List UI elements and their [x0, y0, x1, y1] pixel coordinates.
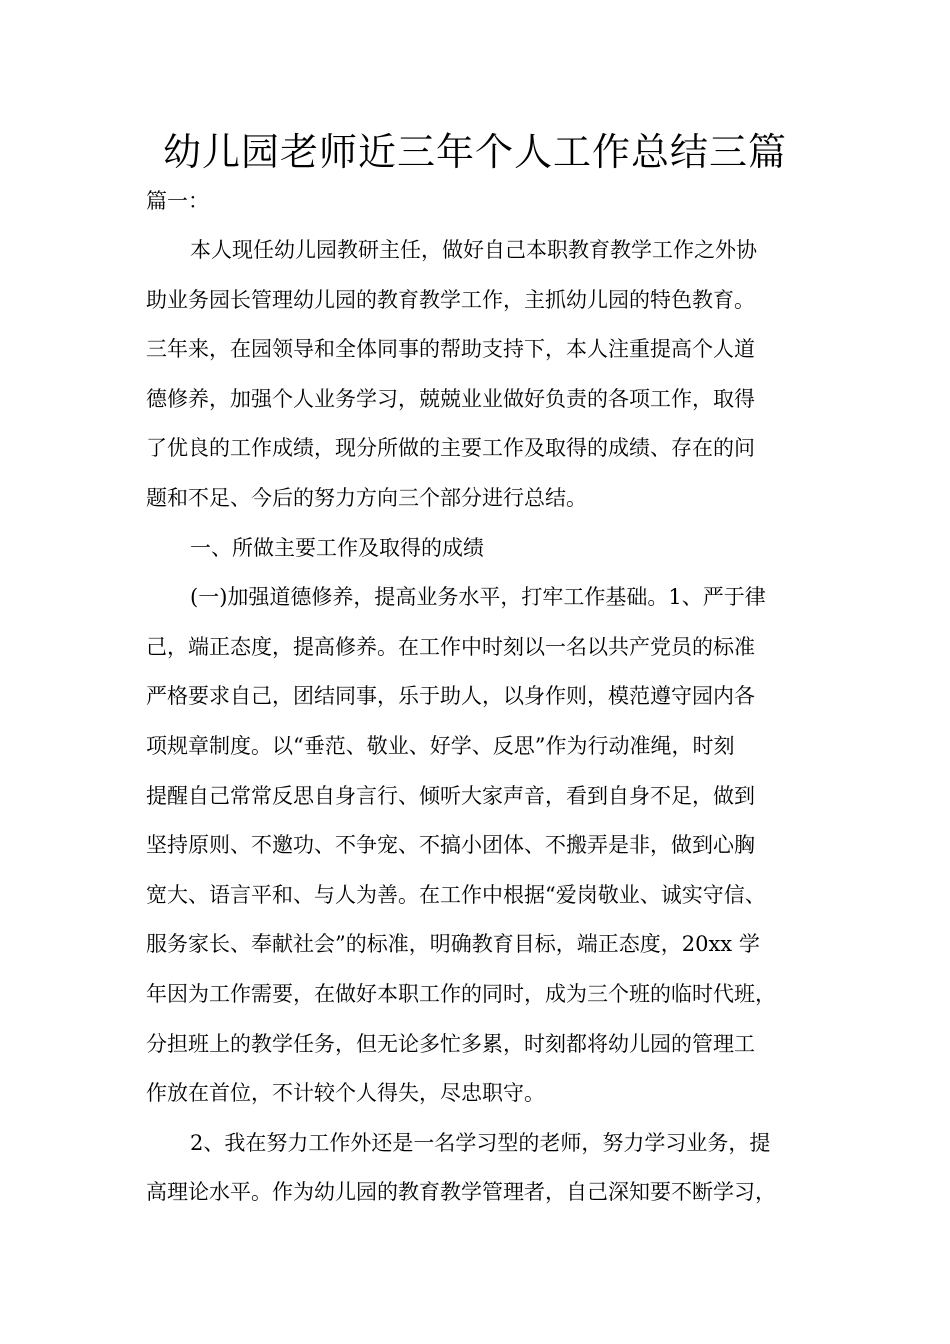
paragraph-line: 坚持原则、不邀功、不争宠、不搞小团体、不搬弄是非，做到心胸: [146, 833, 755, 858]
paragraph-line: 了优良的工作成绩，现分所做的主要工作及取得的成绩、存在的问: [146, 436, 755, 461]
paragraph-line: 年因为工作需要，在做好本职工作的同时，成为三个班的临时代班，: [146, 981, 776, 1006]
paragraph-line: 高理论水平。作为幼儿园的教育教学管理者，自己深知要不断学习，: [146, 1180, 776, 1205]
paragraph-line: 作放在首位，不计较个人得失，尽忠职守。: [146, 1081, 545, 1106]
paragraph-line: 分担班上的教学任务，但无论多忙多累，时刻都将幼儿园的管理工: [146, 1031, 755, 1056]
paragraph-line: 助业务园长管理幼儿园的教育教学工作，主抓幼儿园的特色教育。: [146, 287, 755, 312]
paragraph-line: 题和不足、今后的努力方向三个部分进行总结。: [146, 485, 587, 510]
paragraph-line: 德修养，加强个人业务学习，兢兢业业做好负责的各项工作，取得: [146, 386, 755, 411]
paragraph-line: 己，端正态度，提高修养。在工作中时刻以一名以共产党员的标准: [146, 634, 755, 659]
paragraph-line: 严格要求自己，团结同事，乐于助人，以身作则，模范遵守园内各: [146, 684, 755, 709]
paragraph-line: 三年来，在园领导和全体同事的帮助支持下，本人注重提高个人道: [146, 337, 755, 362]
paragraph-line: (一)加强道德修养，提高业务水平，打牢工作基础。1、严于律: [190, 585, 766, 610]
document-body: [146, 226, 822, 1218]
paragraph-line: 2、我在努力工作外还是一名学习型的老师，努力学习业务，提: [190, 1130, 771, 1155]
paragraph-line: 本人现任幼儿园教研主任，做好自己本职教育教学工作之外协: [190, 238, 757, 262]
paragraph-line: 服务家长、奉献社会”的标准，明确教育目标，端正态度，20xx 学: [146, 932, 760, 957]
section-label: 篇一：: [146, 189, 209, 213]
document-title: 幼儿园老师近三年个人工作总结三篇: [162, 130, 787, 174]
paragraph-line: 项规章制度。以“垂范、敬业、好学、反思”作为行动准绳，时刻: [146, 733, 735, 758]
paragraph-line: 提醒自己常常反思自身言行、倾听大家声音，看到自身不足，做到: [146, 783, 755, 808]
section-heading: 一、所做主要工作及取得的成绩: [190, 535, 484, 560]
paragraph-line: 宽大、语言平和、与人为善。在工作中根据“爱岗敬业、诚实守信、: [146, 882, 766, 907]
